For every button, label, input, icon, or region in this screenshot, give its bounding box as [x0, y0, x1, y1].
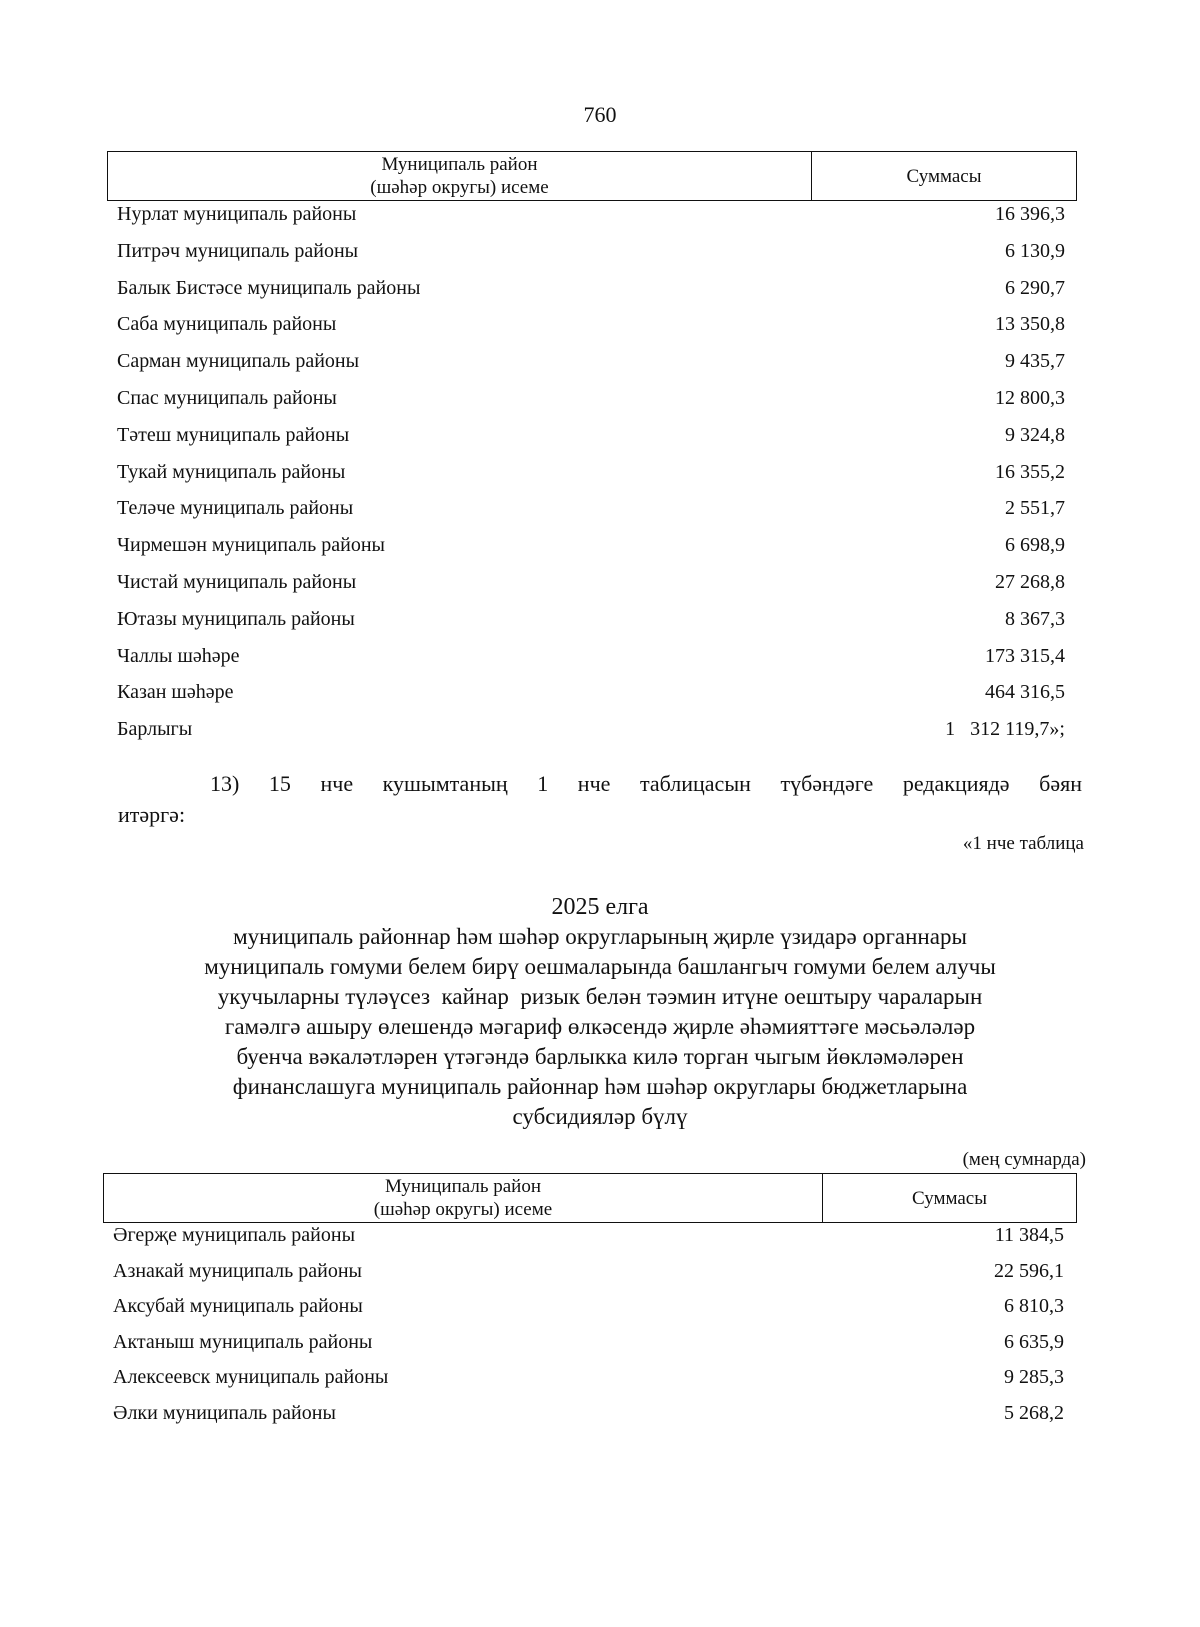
table-row — [117, 387, 1065, 424]
table2-body — [113, 1224, 1064, 1437]
table-row — [117, 497, 1065, 534]
table1-sum-column-header: Суммасы — [812, 152, 1077, 201]
table-number-label: «1 нче таблица — [962, 833, 1084, 854]
district-sum: 6 130,9 — [1005, 239, 1065, 262]
units-label: (мең сумнарда) — [962, 1149, 1086, 1170]
paragraph-line2: итәргә: — [118, 802, 186, 827]
district-sum: 9 285,3 — [1004, 1366, 1064, 1388]
district-sum: 6 635,9 — [1004, 1330, 1064, 1353]
table-row — [117, 461, 1065, 498]
table-row — [117, 277, 1065, 314]
table-row — [117, 350, 1065, 387]
title-line8: субсидияләр бүлү — [512, 1104, 688, 1129]
district-name: Теләче муниципаль районы — [117, 497, 354, 520]
district-name: Алексеевск муниципаль районы — [113, 1366, 389, 1388]
district-sum: 22 596,1 — [994, 1259, 1064, 1282]
district-sum: 6 698,9 — [1005, 534, 1065, 557]
district-name: Саба муниципаль районы — [117, 313, 337, 336]
district-name: Тәтеш муниципаль районы — [117, 423, 350, 446]
district-name: Чаллы шәһәре — [117, 644, 240, 667]
district-sum: 5 268,2 — [1004, 1401, 1064, 1424]
table2-name-header-line2: (шәһәр округы) исеме — [373, 1199, 553, 1220]
table-row — [113, 1331, 1064, 1367]
district-sum: 6 290,7 — [1005, 276, 1065, 299]
district-sum: 16 355,2 — [995, 460, 1065, 483]
district-name: Ютазы муниципаль районы — [117, 607, 355, 630]
table-title — [100, 892, 1100, 1132]
table-row — [113, 1260, 1064, 1296]
district-name: Нурлат муниципаль районы — [117, 203, 357, 225]
title-line3: муниципаль гомуми белем бирү оешмаларында башлангыч гомуми белем алучы — [204, 954, 996, 979]
table1-body — [117, 203, 1065, 755]
district-sum: 8 367,3 — [1005, 607, 1065, 630]
district-name: Аксубай муниципаль районы — [113, 1295, 363, 1317]
district-sum: 2 551,7 — [1005, 497, 1065, 520]
title-line4: укучыларны түләүсез кайнар ризык белән тәэмин итүне оештыру чараларын — [217, 984, 983, 1009]
district-sum: 11 384,5 — [994, 1224, 1064, 1246]
district-name: Тукай муниципаль районы — [117, 460, 346, 483]
district-sum: 16 396,3 — [995, 203, 1065, 225]
district-name: Сарман муниципаль районы — [117, 350, 360, 373]
table1-name-header-line2: (шәһәр округы) исеме — [370, 177, 549, 198]
table2-name-header-line1: Муниципаль район — [384, 1176, 542, 1197]
district-name: Әлки муниципаль районы — [113, 1401, 336, 1424]
district-name: Казан шәһәре — [117, 681, 234, 704]
table-row — [117, 424, 1065, 461]
title-line7: финанслашуга муниципаль районнар һәм шәһәр округлары бюджетларына — [232, 1074, 968, 1099]
table-row — [113, 1366, 1064, 1402]
district-sum: 464 316,5 — [985, 681, 1065, 704]
table-row — [113, 1402, 1064, 1438]
page-number: 760 — [583, 102, 617, 127]
paragraph-line1: 13) 15 нче кушымтаның 1 нче таблицасын түбәндәге редакциядә бәян — [210, 771, 1082, 796]
district-name: Чистай муниципаль районы — [117, 570, 357, 593]
table-row — [117, 534, 1065, 571]
district-name: Спас муниципаль районы — [117, 386, 337, 409]
table-row — [117, 203, 1065, 240]
table-row — [117, 681, 1065, 718]
total-sum: 1 312 119,7»; — [945, 718, 1065, 741]
amendment-paragraph — [118, 768, 1082, 830]
district-sum: 12 800,3 — [995, 386, 1065, 409]
table-row — [117, 645, 1065, 682]
district-sum: 13 350,8 — [995, 313, 1065, 336]
district-name: Балык Бистәсе муниципаль районы — [117, 276, 421, 299]
title-line5: гамәлгә ашыру өлешендә мәгариф өлкәсендә җирле әһәмияттәге мәсьәләләр — [224, 1014, 976, 1039]
district-sum: 9 324,8 — [1005, 423, 1065, 446]
district-name: Азнакай муниципаль районы — [113, 1259, 362, 1282]
table1-name-header-line1: Муниципаль район — [381, 154, 538, 175]
table-row — [117, 240, 1065, 277]
total-label: Барлыгы — [117, 718, 193, 741]
district-sum: 173 315,4 — [985, 644, 1065, 667]
table-row — [113, 1224, 1064, 1260]
district-sum: 27 268,8 — [995, 570, 1065, 593]
table1-header — [107, 151, 1077, 201]
district-name: Әгерҗе муниципаль районы — [113, 1224, 356, 1246]
district-sum: 6 810,3 — [1004, 1295, 1064, 1317]
title-line2: муниципаль районнар һәм шәһәр округларының җирле үзидарә органнары — [233, 924, 967, 949]
table2-name-column-header — [104, 1174, 823, 1223]
table-row — [117, 313, 1065, 350]
table-row — [117, 608, 1065, 645]
title-line6: буенча вәкаләтләрен үтәгәндә барлыкка килә торган чыгым йөкләмәләрен — [236, 1044, 964, 1069]
title-line1: 2025 елга — [551, 894, 649, 920]
table2-sum-column-header: Суммасы — [823, 1174, 1077, 1223]
district-sum: 9 435,7 — [1005, 350, 1065, 373]
table2-header — [103, 1173, 1077, 1223]
district-name: Питрәч муниципаль районы — [117, 239, 359, 262]
table-row-total — [117, 718, 1065, 755]
district-name: Актаныш муниципаль районы — [113, 1330, 373, 1353]
district-name: Чирмешән муниципаль районы — [117, 534, 385, 557]
table-row — [117, 571, 1065, 608]
table-row — [113, 1295, 1064, 1331]
table1-name-column-header — [108, 152, 812, 201]
